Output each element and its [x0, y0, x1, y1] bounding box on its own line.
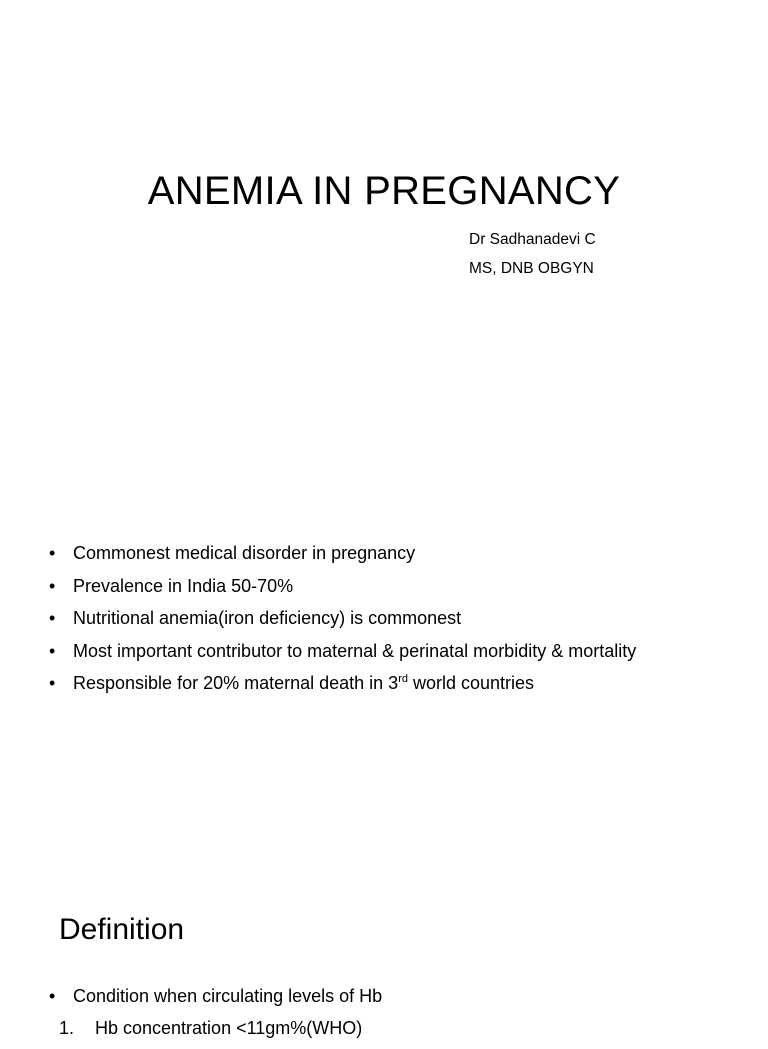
author-name: Dr Sadhanadevi C	[469, 231, 596, 248]
definition-heading: Definition	[59, 913, 185, 946]
title-slide	[0, 0, 768, 350]
overview-slide	[0, 350, 768, 862]
bullet-dot-icon: •	[49, 986, 56, 1006]
bullet-text: Nutritional anemia(iron deficiency) is commonest	[73, 608, 462, 628]
ordinal-superscript: rd	[398, 673, 408, 685]
bullet-dot-icon: •	[49, 575, 56, 596]
overview-bullet-list	[49, 542, 709, 705]
definition-bullet-list	[49, 985, 729, 1049]
bullet-dot-icon: •	[49, 543, 56, 563]
presentation-title: ANEMIA IN PREGNANCY	[147, 169, 621, 213]
bullet-text: Commonest medical disorder in pregnancy	[73, 543, 416, 563]
bullet-text: Most important contributor to maternal & perinatal morbidity & mortality	[73, 640, 637, 661]
bullet-text-before: Responsible for 20% maternal death in 3	[73, 673, 399, 693]
bullet-dot-icon: •	[49, 608, 56, 628]
author-credentials: MS, DNB OBGYN	[469, 260, 594, 277]
bullet-text-after: world countries	[407, 673, 535, 693]
bullet-dot-icon: •	[49, 673, 56, 693]
numbered-item	[49, 1017, 729, 1040]
bullet-dot-icon: •	[49, 640, 56, 661]
bullet-text: Prevalence in India 50-70%	[73, 575, 294, 596]
number-marker: 1.	[59, 1018, 75, 1038]
bullet-text: Condition when circulating levels of Hb	[73, 986, 383, 1006]
numbered-text: Hb concentration <11gm%(WHO)	[95, 1018, 363, 1038]
bullet-item	[49, 542, 709, 565]
definition-slide	[0, 862, 768, 1038]
bullet-item	[49, 575, 709, 598]
bullet-item	[49, 985, 729, 1008]
bullet-item	[49, 607, 709, 630]
bullet-item	[49, 672, 709, 695]
bullet-item	[49, 640, 709, 663]
